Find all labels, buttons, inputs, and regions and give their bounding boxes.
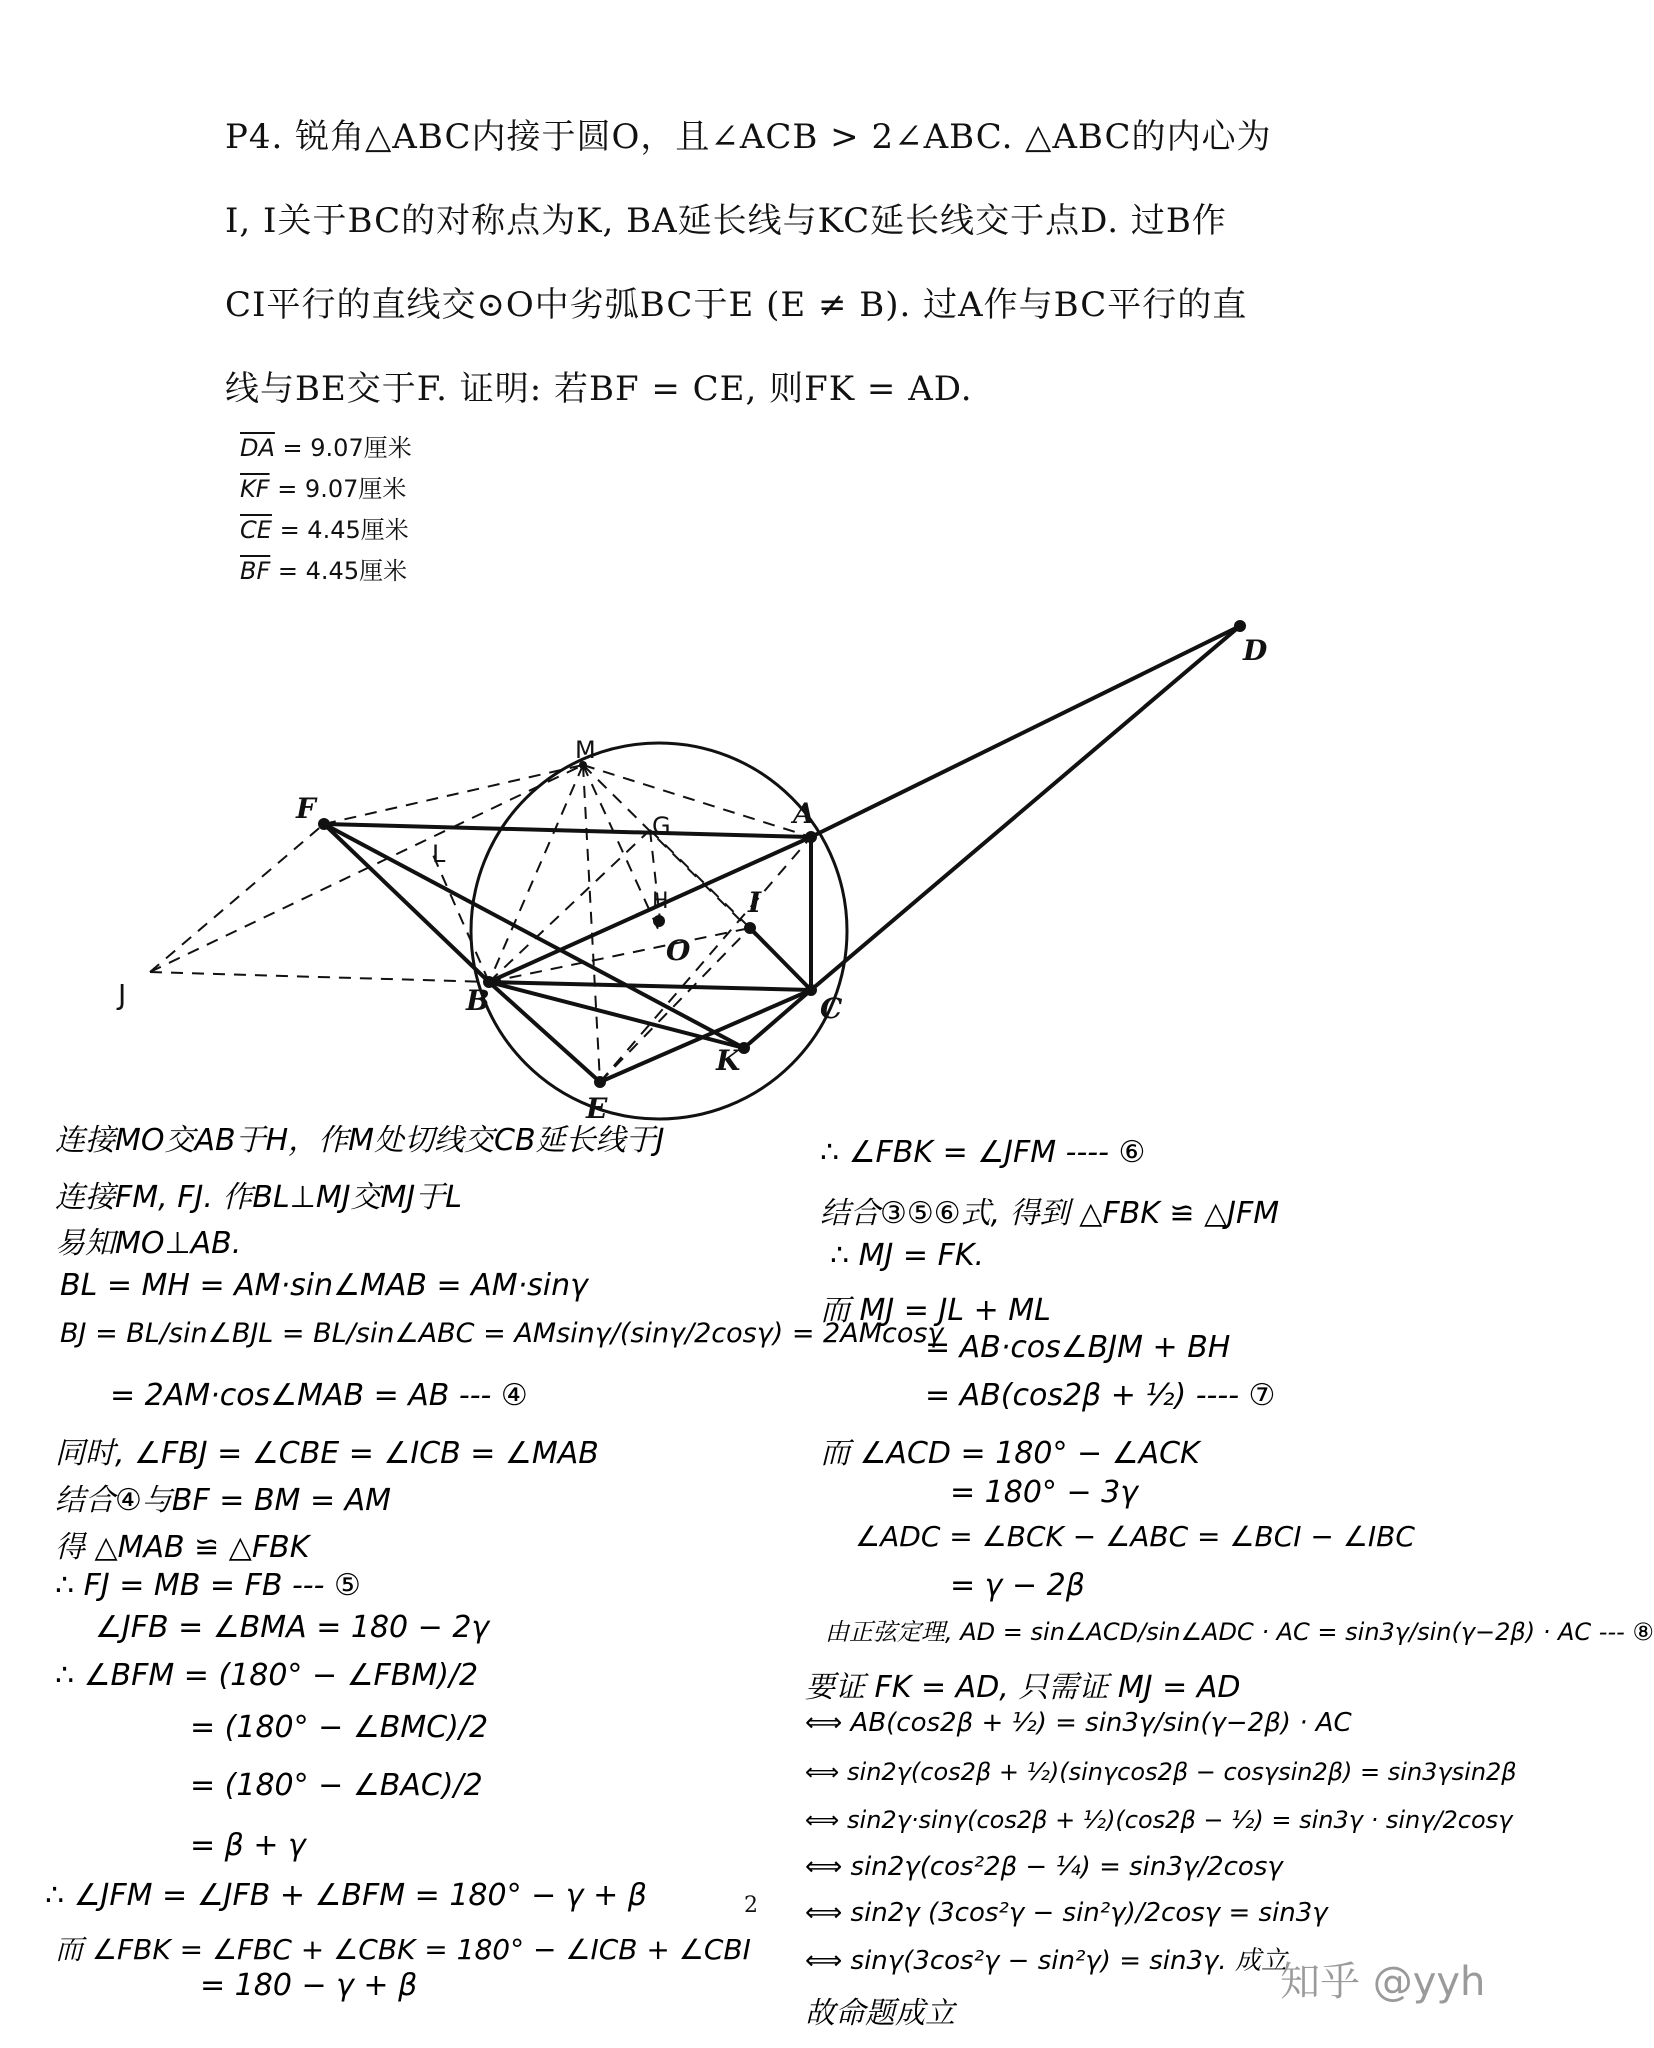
line-mo [583,765,659,931]
label-e: E [586,1092,608,1125]
line-ba [489,837,811,982]
segment-name: $\overline{DA}$ [240,434,275,462]
solution-right-line: 结合③⑤⑥式, 得到 △FBK ≌ △JFM [820,1196,1280,1231]
watermark: 知乎 @yyh [1280,1959,1486,2005]
measurement-item [240,510,412,551]
solution-right-line: 故命题成立 [805,1996,955,2031]
solution-left-line: BJ = BL/sin∠BJL = BL/sin∠ABC = AMsinγ/(sinγ/2cosγ) = 2AMcosγ [60,1318,944,1349]
segment-value: = 9.07厘米 [282,434,412,462]
solution-right-line: ⟺ AB(cos2β + ½) = sin3γ/sin(γ−2β) · AC [805,1708,1352,1738]
problem-statement [225,95,1305,431]
point-h [653,915,665,927]
solution-left-line: = β + γ [190,1828,306,1863]
point-i [744,922,756,934]
label-k: K [716,1044,741,1077]
line-jf [150,824,324,972]
measurement-item [240,551,412,592]
point-f [318,818,330,830]
label-g: G [652,812,671,840]
solution-right-line: 而 ∠ACD = 180° − ∠ACK [820,1436,1200,1471]
line-jb [150,972,489,982]
solution-right-line: = AB(cos2β + ½) ---- ⑦ [925,1378,1276,1413]
solution-right-line: ⟺ sin2γ(cos²2β − ¼) = sin3γ/2cosγ [805,1852,1283,1882]
measurement-list [240,428,412,592]
solution-left-line: 同时, ∠FBJ = ∠CBE = ∠ICB = ∠MAB [55,1436,599,1471]
solution-right-line: ∴ ∠FBK = ∠JFM ---- ⑥ [820,1135,1146,1170]
line-me [583,765,600,1082]
segment-value: = 9.07厘米 [277,475,407,503]
solution-left-line: = (180° − ∠BMC)/2 [190,1710,489,1745]
segment-name: $\overline{BF}$ [240,557,271,585]
line-mb [489,765,583,982]
solution-left-line: = 2AM·cos∠MAB = AB --- ④ [110,1378,528,1413]
label-i: I [748,886,762,919]
point-e [594,1076,606,1088]
label-c: C [820,992,843,1025]
solution-right-line: 要证 FK = AD, 只需证 MJ = AD [805,1670,1241,1705]
label-m: M [575,736,596,764]
solution-left-line: 易知MO⊥AB. [55,1226,242,1261]
solution-left-line: 而 ∠FBK = ∠FBC + ∠CBK = 180° − ∠ICB + ∠CBI [55,1933,751,1966]
line-bc [489,982,811,990]
solution-left-line: 连接FM, FJ. 作BL⊥MJ交MJ于L [55,1180,462,1215]
segment-value: = 4.45厘米 [279,516,409,544]
label-b: B [466,984,490,1017]
label-d: D [1243,634,1268,667]
line-bg [489,830,650,982]
measurement-item [240,428,412,469]
line-fa [324,824,811,837]
solution-left-line: = (180° − ∠BAC)/2 [190,1768,483,1803]
measurement-item [240,469,412,510]
solution-right-line: ∴ MJ = FK. [830,1238,985,1273]
problem-line: I, I关于BC的对称点为K, BA延长线与KC延长线交于点D. 过B作 [225,201,1227,241]
point-d [1234,620,1246,632]
label-a: A [793,797,815,830]
segment-name: $\overline{KF}$ [240,475,270,503]
solution-right-line: ∠ADC = ∠BCK − ∠ABC = ∠BCI − ∠IBC [855,1520,1415,1553]
line-ad [811,626,1240,837]
problem-line: P4. 锐角△ABC内接于圆O，且∠ACB > 2∠ABC. △ABC的内心为 [225,117,1272,157]
solution-right-line: ⟺ sin2γ (3cos²γ − sin²γ)/2cosγ = sin3γ [805,1898,1328,1928]
solution-right-line: = 180° − 3γ [950,1475,1138,1510]
segment-name: $\overline{CE}$ [240,516,272,544]
line-ma [583,765,811,837]
label-o: O [666,934,691,967]
line-jm [150,765,583,972]
solution-right-line: 由正弦定理, AD = sin∠ACD/sin∠ADC · AC = sin3γ/sin(γ−2β) · AC --- ⑧ [825,1618,1654,1646]
line-bi [489,928,750,982]
solution-right-line: ⟺ sinγ(3cos²γ − sin²γ) = sin3γ. 成立 [805,1946,1287,1976]
line-bl [430,848,489,982]
label-j: J [118,978,127,1011]
solution-left-line: BL = MH = AM·sin∠MAB = AM·sinγ [60,1268,588,1303]
solution-left-line: 连接MO交AB于H，作M处切线交CB延长线于J [55,1123,665,1158]
point-c [805,984,817,996]
line-fb [324,824,489,982]
line-fm [324,765,583,824]
geometry-diagram [0,600,1549,1125]
solution-left-line: ∠JFB = ∠BMA = 180 − 2γ [95,1610,490,1645]
solution-left-line: 结合④与BF = BM = AM [55,1483,392,1518]
solution-left-line: ∴ ∠JFM = ∠JFB + ∠BFM = 180° − γ + β [45,1878,647,1913]
label-f: F [296,792,316,825]
solution-right-line: ⟺ sin2γ(cos2β + ½)(sinγcos2β − cosγsin2β) = sin3γsin2β [805,1758,1517,1786]
solution-right-line: 而 MJ = JL + ML [820,1293,1051,1328]
solution-right-line: = AB·cos∠BJM + BH [925,1330,1231,1365]
page-number: 2 [744,1893,758,1918]
solution-right-line: = γ − 2β [950,1568,1085,1603]
problem-line: 线与BE交于F. 证明: 若BF = CE, 则FK = AD. [225,369,973,409]
line-dc [811,626,1240,990]
solution-left-line: = 180 − γ + β [200,1968,418,2003]
solution-left-line: ∴ ∠BFM = (180° − ∠FBM)/2 [55,1658,479,1693]
solution-right-line: ⟺ sin2γ·sinγ(cos2β + ½)(cos2β − ½) = sin3γ · sinγ/2cosγ [805,1806,1513,1834]
label-h: H [652,889,669,914]
solution-left-line: 得 △MAB ≌ △FBK [55,1530,310,1565]
label-l: L [432,840,446,868]
point-a [805,831,817,843]
solution-left-line: ∴ FJ = MB = FB --- ⑤ [55,1568,361,1603]
line-ck [744,990,811,1048]
segment-value: = 4.45厘米 [277,557,408,585]
problem-line: CI平行的直线交⊙O中劣弧BC于E (E ≠ B). 过A作与BC平行的直 [225,285,1248,325]
